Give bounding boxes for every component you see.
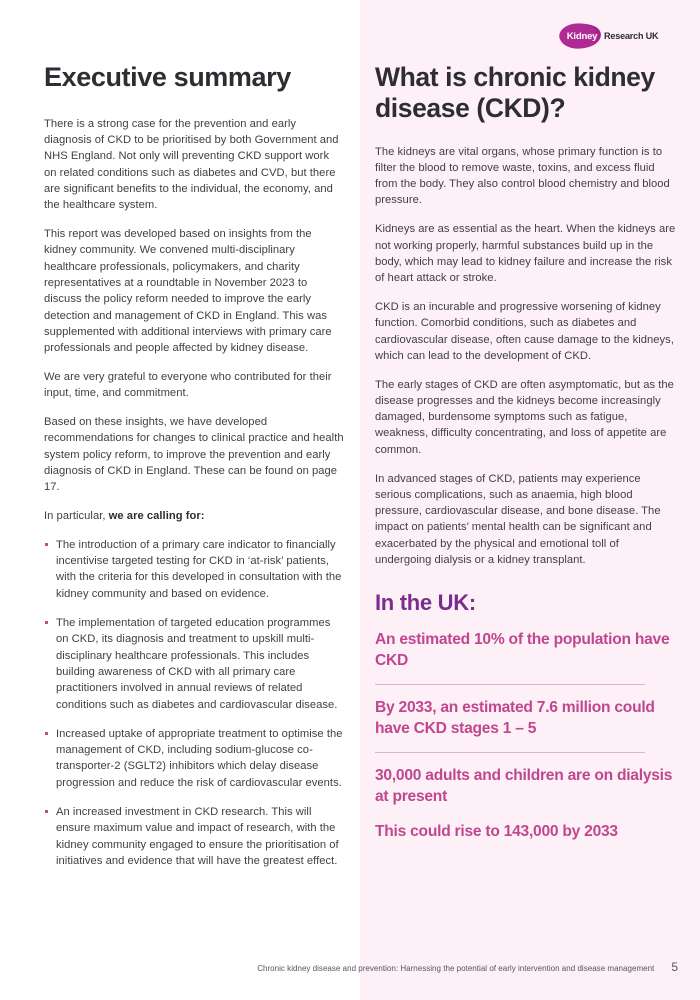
list-item: The introduction of a primary care indicator to financially incentivise targeted testing for CKD in ‘at-risk’ patients, with the criteria for this developed in consultation with the kidney community and based on evidence. — [44, 537, 344, 602]
stat-text: This could rise to 143,000 by 2033 — [375, 823, 618, 841]
calling-for-lead-in — [44, 508, 344, 524]
what-is-ckd-column — [375, 62, 678, 843]
logo-brand-word: Kidney — [566, 30, 598, 42]
footer-report-title: Chronic kidney disease and prevention: Harnessing the potential of early intervention and disease management — [257, 964, 655, 973]
executive-summary-column — [44, 62, 344, 869]
section-title: What is chronic kidney disease (CKD)? — [375, 62, 655, 124]
calling-for-list — [44, 537, 344, 869]
paragraph: The kidneys are vital organs, whose primary function is to filter the blood to remove waste, toxins, and excess fluid from the body. They also control blood chemistry and blood pressure. — [375, 145, 670, 207]
uk-statistics-block — [375, 590, 678, 843]
kidney-blob-icon — [558, 23, 606, 50]
paragraph: There is a strong case for the prevention and early diagnosis of CKD to be prioritised by both Government and NHS England. Not only will preventing CKD support work on related conditions such as diabetes and CVD, but there are significant benefits to the individual, the economy, and the healthcare system. — [44, 117, 339, 212]
page-number: 5 — [671, 960, 678, 974]
stat-text: An estimated 10% of the population have CKD — [375, 631, 670, 669]
logo-brand-suffix: Research UK — [604, 31, 659, 41]
page-footer — [0, 960, 700, 974]
paragraph: Kidneys are as essential as the heart. When the kidneys are not working properly, harmful substances build up in the body, which may lead to kidney failure and increase the risk of heart attack or stroke. — [375, 223, 676, 285]
stat-text: 30,000 adults and children are on dialysis at present — [375, 767, 673, 805]
spacer — [375, 807, 678, 822]
kidney-research-uk-logo — [558, 22, 658, 50]
stat-item — [375, 766, 678, 807]
stat-text: By 2033, an estimated 7.6 million could have CKD stages 1 – 5 — [375, 699, 655, 737]
paragraph: CKD is an incurable and progressive worsening of kidney function. Comorbid conditions, such as diabetes and cardiovascular disease, often cause damage to the kidneys, which can lead to the development of CKD. — [375, 300, 674, 362]
paragraph: This report was developed based on insights from the kidney community. We convened multi-disciplinary healthcare professionals, policymakers, and charity representatives at a roundtable in November 2023 to discuss the policy reform needed to improve the early detection and management of CKD in England. This was supplemented with additional interviews with primary care professionals and people affected by kidney disease. — [44, 228, 332, 355]
stat-divider — [375, 684, 645, 685]
list-item: An increased investment in CKD research. This will ensure maximum value and impact of research, with the kidney community engaged to ensure the prioritisation of initiatives and evidence that will have the greatest effect. — [44, 804, 344, 869]
stat-divider — [375, 752, 645, 753]
stat-item — [375, 822, 678, 843]
paragraph: We are very grateful to everyone who contributed for their input, time, and commitment. — [44, 371, 332, 400]
stat-item — [375, 698, 678, 739]
list-item: The implementation of targeted education programmes on CKD, its diagnosis and treatment to upskill multi-disciplinary healthcare professionals. This includes building awareness of CKD with all primary care practitioners involved in annual reviews of related conditions such as diabetes and cardiovascular disease. — [44, 615, 344, 713]
uk-stats-heading: In the UK: — [375, 590, 476, 616]
paragraph: Based on these insights, we have developed recommendations for changes to clinical practice and health system policy reform, to improve the prevention and early diagnosis of CKD in England. These can be found on page 17. — [44, 416, 344, 494]
paragraph: The early stages of CKD are often asymptomatic, but as the disease progresses and the kidneys become increasingly damaged, burdensome symptoms such as fatigue, weakness, difficulty concentrating, and loss of appetite are common. — [375, 378, 674, 456]
paragraph: In advanced stages of CKD, patients may experience serious complications, such as anaemia, high blood pressure, cardiovascular disease, and bone disease. The impact on patients’ mental health can be significant and exacerbated by the physical and emotional toll of undergoing dialysis or a kidney transplant. — [375, 472, 661, 567]
list-item: Increased uptake of appropriate treatment to optimise the management of CKD, including sodium-glucose co-transporter-2 (SGLT2) inhibitors which delay disease progression and reduce the risk of cardiovascular events. — [44, 726, 344, 791]
calling-for-lead-bold: we are calling for: — [108, 510, 205, 523]
page-title: Executive summary — [44, 62, 291, 92]
calling-for-lead-normal: In particular, — [44, 510, 109, 523]
stat-item — [375, 630, 678, 671]
